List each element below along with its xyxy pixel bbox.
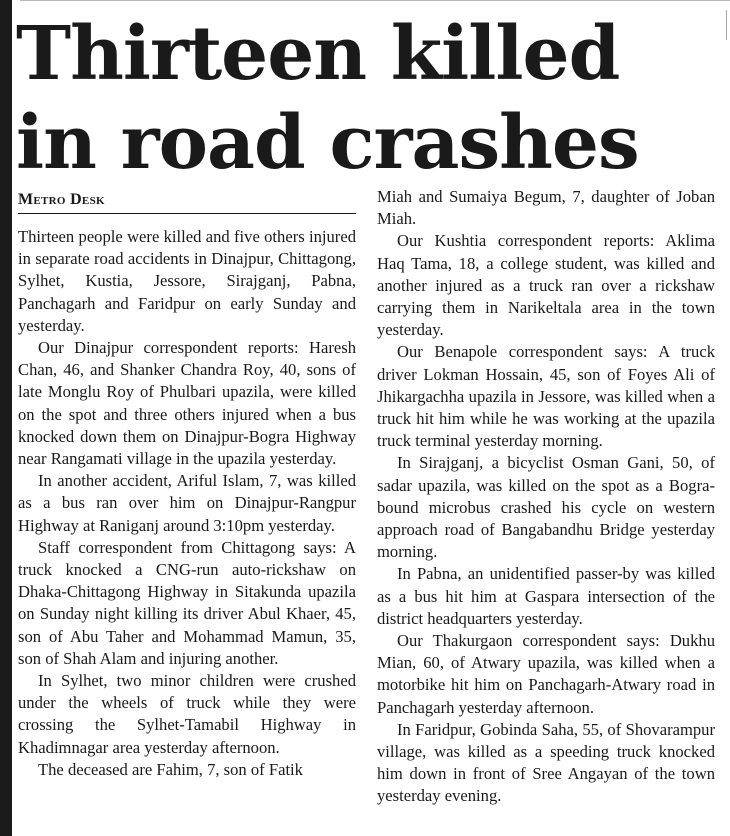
right-column bbox=[377, 186, 715, 808]
paragraph: Our Benapole correspondent says: A truck driver Lokman Hossain, 45, son of Foyes Ali of Jhikargachha upazila in Jessore, was killed when a truck hit him while he was working at the upazila truck terminal yesterday morning. bbox=[377, 342, 715, 451]
paragraph: Our Kushtia correspondent reports: Aklima Haq Tama, 18, a college student, was killed and another injured as a truck ran over a rickshaw carrying them in Narikeltala area in the town yesterday. bbox=[377, 231, 715, 340]
paragraph: In Faridpur, Gobinda Saha, 55, of Shovarampur village, was killed as a speeding truck knocked him down in front of Sree Angayan of the town yesterday evening. bbox=[377, 719, 715, 806]
top-rule bbox=[20, 0, 730, 6]
left-column bbox=[18, 226, 356, 781]
paragraph: Our Dinajpur correspondent reports: Haresh Chan, 46, and Shanker Chandra Roy, 40, sons of late Monglu Roy of Phulbari upazila, were killed on the spot and three others injured when a bus knocked down them on Dinajpur-Bogra Highway near Rangamati village in the upazila yesterday. bbox=[18, 338, 356, 469]
paragraph: In another accident, Ariful Islam, 7, was killed as a bus ran over him on Dinajpur-Rangpur Highway at Raniganj around 3:10pm yesterday. bbox=[18, 471, 356, 535]
paragraph: In Sirajganj, a bicyclist Osman Gani, 50, of sadar upazila, was killed on the spot as a Bogra-bound microbus crashed his cycle on western approach road of Bangabandhu Bridge yesterday morning. bbox=[377, 453, 715, 562]
paragraph: Thirteen people were killed and five others injured in separate road accidents in Dinajpur, Chittagong, Sylhet, Kustia, Jessore, Sirajganj, Pabna, Panchagarh and Faridpur on early Sunday and yesterday. bbox=[18, 227, 356, 335]
paragraph: Our Thakurgaon correspondent says: Dukhu Mian, 60, of Atwary upazila, was killed when a motorbike hit him on Panchagarh-Atwary road in Panchagarh yesterday afternoon. bbox=[377, 631, 715, 717]
paragraph: In Sylhet, two minor children were crushed under the wheels of truck while they were crossing the Sylhet-Tamabil Highway in Khadimnagar area yesterday afternoon. bbox=[18, 671, 356, 757]
paragraph-continued: Miah and Sumaiya Begum, 7, daughter of Joban Miah. bbox=[377, 187, 715, 229]
headline: Thirteen killed in road crashes bbox=[16, 11, 639, 186]
desk-byline: Metro Desk bbox=[18, 190, 356, 214]
paragraph: In Pabna, an unidentified passer-by was killed as a bus hit him at Gaspara intersection of the district headquarters yesterday. bbox=[377, 564, 715, 628]
page-edge-bar bbox=[0, 0, 12, 836]
paragraph: Staff correspondent from Chittagong says: A truck knocked a CNG-run auto-rickshaw on Dhaka-Chittagong Highway in Sitakunda upazila on Sunday night killing its driver Abul Khaer, 45, son of Abu Taher and Mohammad Mamun, 35, son of Shah Alam and injuring another. bbox=[18, 537, 356, 668]
column-rule bbox=[726, 10, 727, 40]
paragraph: The deceased are Fahim, 7, son of Fatik bbox=[38, 759, 303, 779]
